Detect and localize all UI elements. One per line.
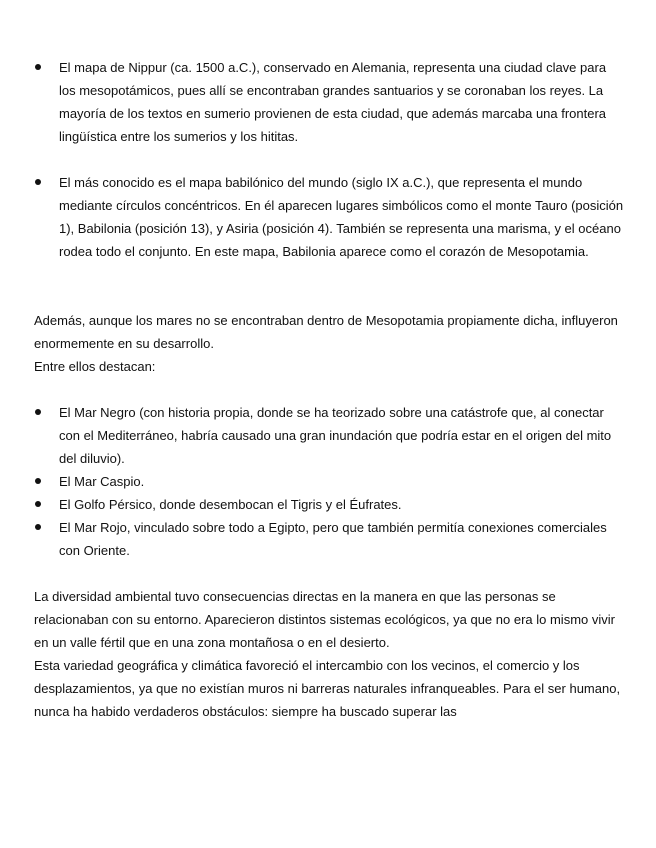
closing-paragraph (34, 585, 624, 723)
bullet-item-black-sea (34, 401, 624, 470)
bullet-dot (35, 179, 41, 185)
paragraph-text: Esta variedad geográfica y climática favoreció el intercambio con los vecinos, el comercio y los desplazamientos, ya que no existían muros ni barreras naturales infranqueables. Para el ser humano, nunca ha habido verdaderos obstáculos: siempre ha buscado superar las (34, 658, 621, 719)
bullet-text: El mapa de Nippur (ca. 1500 a.C.), conservado en Alemania, representa una ciudad clave para los mesopotámicos, pues allí se encontraban grandes santuarios y se coronaban los reyes. La mayoría de los textos en sumerio provienen de esta ciudad, que además marcaba una frontera lingüística entre los sumerios y los hititas. (59, 60, 607, 144)
bullet-item-nippur-map (34, 56, 624, 148)
bullet-item-caspian-sea (34, 470, 624, 493)
bullet-text: El más conocido es el mapa babilónico del mundo (siglo IX a.C.), que representa el mundo mediante círculos concéntricos. En él aparecen lugares simbólicos como el monte Tauro (posición 1), Babilonia (posición 13), y Asiria (posición 4). También se representa una marisma, y el océano rodea todo el conjunto. En este mapa, Babilonia aparece como el corazón de Mesopotamia. (59, 175, 624, 259)
bullet-item-babylonian-map (34, 171, 624, 263)
bullet-dot (35, 501, 41, 507)
bullet-dot (35, 524, 41, 530)
bullet-text: El Mar Rojo, vinculado sobre todo a Egipto, pero que también permitía conexiones comerciales con Oriente. (59, 520, 607, 558)
bullet-text: El Golfo Pérsico, donde desembocan el Tigris y el Éufrates. (59, 497, 402, 512)
paragraph-text: La diversidad ambiental tuvo consecuencias directas en la manera en que las personas se relacionaban con su entorno. Aparecieron distintos sistemas ecológicos, ya que no era lo mismo vivir en un valle fértil que en una zona montañosa o en el desierto. (34, 589, 615, 650)
bullet-text: El Mar Caspio. (59, 474, 145, 489)
paragraph-text: Además, aunque los mares no se encontraban dentro de Mesopotamia propiamente dicha, influyeron enormemente en su desarrollo. (34, 313, 618, 351)
bullet-dot (35, 409, 41, 415)
paragraph-text: Entre ellos destacan: (34, 359, 156, 374)
bullet-item-persian-gulf (34, 493, 624, 516)
bullet-dot (35, 64, 41, 70)
seas-intro-paragraph (34, 309, 624, 378)
bullet-text: El Mar Negro (con historia propia, donde se ha teorizado sobre una catástrofe que, al conectar con el Mediterráneo, habría causado una gran inundación que podría estar en el origen del mito del diluvio). (59, 405, 612, 466)
bullet-item-red-sea (34, 516, 624, 562)
bullet-dot (35, 478, 41, 484)
